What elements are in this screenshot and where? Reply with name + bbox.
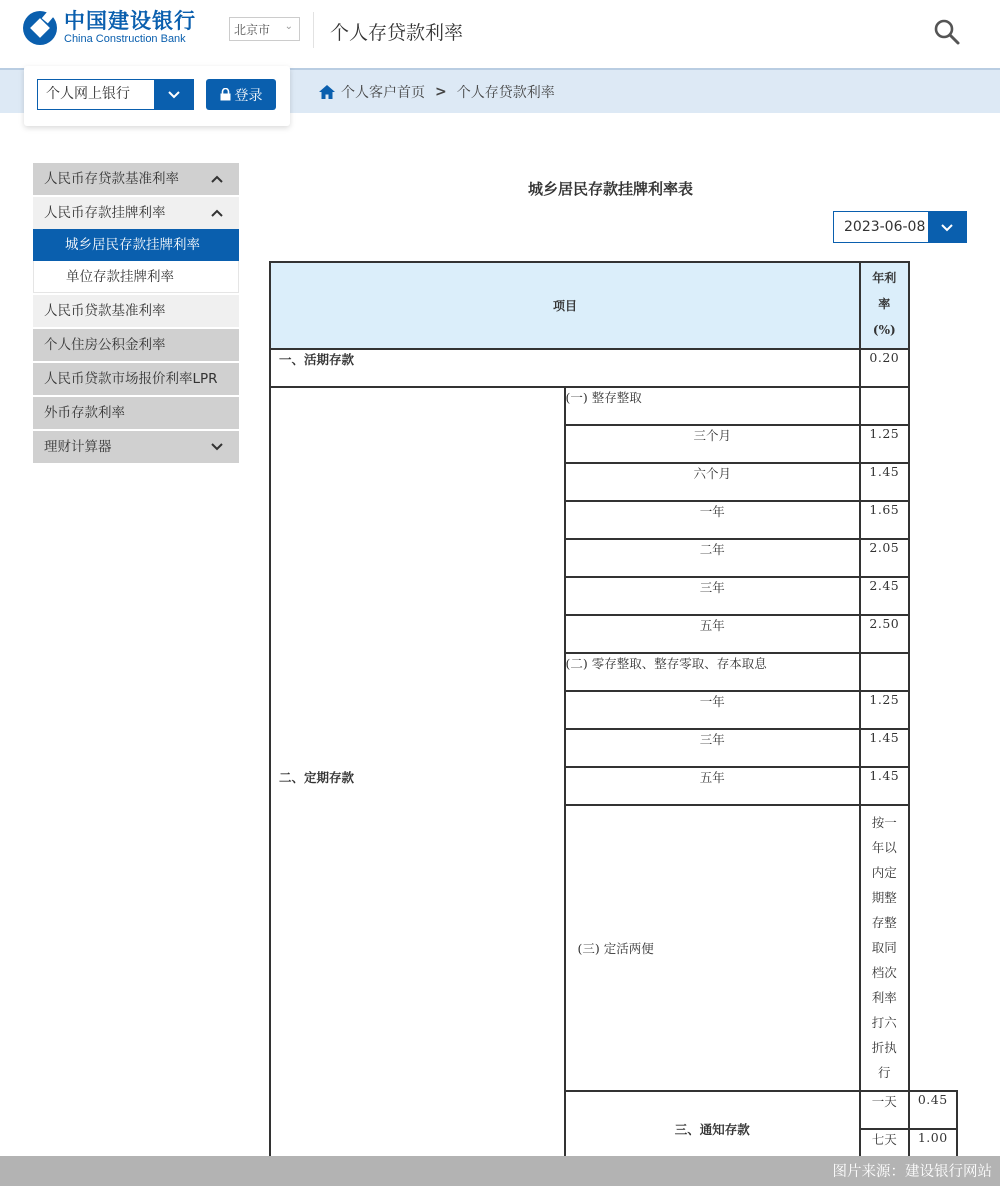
- chevron-down-icon: [211, 431, 223, 463]
- rate-cell: 1.25: [860, 425, 908, 463]
- bank-type-select[interactable]: [37, 79, 194, 110]
- table-row: [270, 349, 957, 387]
- rate-cell: 2.50: [860, 615, 908, 653]
- sidebar-item-housing-fund-rate[interactable]: [33, 329, 239, 361]
- sidebar-item-lpr[interactable]: [33, 363, 239, 395]
- table-row: [270, 387, 957, 425]
- breadcrumb-current: 个人存贷款利率: [456, 85, 555, 101]
- notice-deposit-label: 三、通知存款: [565, 1091, 861, 1167]
- sidebar-item-rmb-deposit-listed-rate[interactable]: [33, 197, 239, 229]
- term-cell: 三个月: [565, 425, 861, 463]
- rate-cell: 1.00: [909, 1129, 957, 1167]
- demand-deposit-label: 一、活期存款: [270, 349, 860, 387]
- logo-english: China Construction Bank: [64, 33, 186, 45]
- bank-type-value: 个人网上银行: [46, 86, 130, 102]
- term-cell: 五年: [565, 615, 861, 653]
- sidebar-item-calculator[interactable]: [33, 431, 239, 463]
- login-label: 登录: [234, 87, 263, 104]
- chevron-down-icon[interactable]: [154, 80, 193, 109]
- sidebar-item-label: 单位存款挂牌利率: [66, 269, 174, 285]
- ccb-logo-icon: [22, 10, 58, 46]
- chevron-up-icon: [211, 163, 223, 195]
- sidebar-item-label: 个人住房公积金利率: [44, 337, 166, 353]
- term-cell: 五年: [565, 767, 861, 805]
- demand-deposit-rate: 0.20: [860, 349, 908, 387]
- breadcrumb-home-link[interactable]: 个人客户首页: [341, 85, 425, 101]
- time-deposit-label: 二、定期存款: [270, 387, 565, 1167]
- rate-cell: 1.45: [860, 463, 908, 501]
- term-cell: 一天: [860, 1091, 908, 1129]
- term-cell: 七天: [860, 1129, 908, 1167]
- rate-cell: 2.45: [860, 577, 908, 615]
- lump-sum-label: (一) 整存整取: [565, 387, 861, 425]
- term-cell: 一年: [565, 501, 861, 539]
- home-icon[interactable]: [318, 84, 336, 100]
- sidebar-item-unit-deposit-rate[interactable]: [33, 261, 239, 293]
- sidebar-item-foreign-deposit-rate[interactable]: [33, 397, 239, 429]
- rate-cell: 1.25: [860, 691, 908, 729]
- sidebar-item-label: 人民币贷款基准利率: [44, 303, 166, 319]
- flexible-label: (三) 定活两便: [565, 805, 861, 1091]
- city-select[interactable]: [229, 17, 300, 41]
- sidebar-item-label: 外币存款利率: [44, 405, 125, 421]
- chevron-down-icon[interactable]: [928, 212, 966, 242]
- search-icon[interactable]: [932, 17, 962, 47]
- sidebar-item-rmb-loan-base-rate[interactable]: [33, 295, 239, 327]
- rate-cell: 0.45: [909, 1091, 957, 1129]
- term-cell: 二年: [565, 539, 861, 577]
- logo-chinese: 中国建设银行: [64, 9, 196, 33]
- term-cell: 一年: [565, 691, 861, 729]
- sidebar-item-label: 人民币贷款市场报价利率LPR: [44, 371, 218, 387]
- rate-cell: 1.45: [860, 729, 908, 767]
- sidebar-item-label: 城乡居民存款挂牌利率: [65, 237, 200, 253]
- flexible-note-cell: [860, 805, 908, 1091]
- table-header-row: [270, 262, 957, 349]
- header-divider: [313, 12, 314, 48]
- login-button[interactable]: [206, 79, 276, 110]
- sidebar-item-urban-rural-deposit-rate[interactable]: [33, 229, 239, 261]
- rate-cell: 1.65: [860, 501, 908, 539]
- term-cell: 三年: [565, 729, 861, 767]
- rate-table: [269, 261, 958, 1168]
- empty-rate-cell: [860, 387, 908, 425]
- term-cell: 三年: [565, 577, 861, 615]
- rate-table-title: 城乡居民存款挂牌利率表: [528, 180, 694, 198]
- city-value: 北京市: [234, 22, 271, 37]
- header-rate-line: 年利: [872, 271, 897, 285]
- term-cell: 六个月: [565, 463, 861, 501]
- site-header: [0, 0, 1000, 68]
- login-panel: [24, 66, 290, 126]
- header-item: 项目: [270, 262, 860, 349]
- sidebar-item-label: 理财计算器: [44, 439, 112, 455]
- ccb-logo[interactable]: [22, 10, 196, 46]
- sidebar: [33, 163, 239, 465]
- sidebar-item-label: 人民币存贷款基准利率: [44, 171, 179, 187]
- empty-rate-cell: [860, 653, 908, 691]
- breadcrumb-separator: >: [435, 84, 447, 100]
- page-title: 个人存贷款利率: [330, 22, 464, 44]
- image-source-text: 图片来源：建设银行网站: [832, 1164, 992, 1180]
- date-select[interactable]: [833, 211, 967, 243]
- flexible-note: 按一年以内定期整存整取同档次利率打六折执行: [871, 815, 897, 1080]
- lock-icon: [220, 88, 231, 101]
- rate-cell: 2.05: [860, 539, 908, 577]
- breadcrumb: [318, 82, 555, 102]
- header-rate-line: 率: [878, 297, 891, 311]
- chevron-down-icon: ⌄: [284, 21, 293, 32]
- header-rate: [860, 262, 908, 349]
- chevron-up-icon: [211, 197, 223, 229]
- rate-cell: 1.45: [860, 767, 908, 805]
- date-value: 2023-06-08: [844, 219, 926, 235]
- sidebar-item-rmb-base-rate[interactable]: [33, 163, 239, 195]
- sidebar-item-label: 人民币存款挂牌利率: [44, 205, 166, 221]
- installment-label: (二) 零存整取、整存零取、存本取息: [565, 653, 861, 691]
- image-source-bar: [0, 1156, 1000, 1186]
- header-rate-line: (%): [872, 323, 896, 337]
